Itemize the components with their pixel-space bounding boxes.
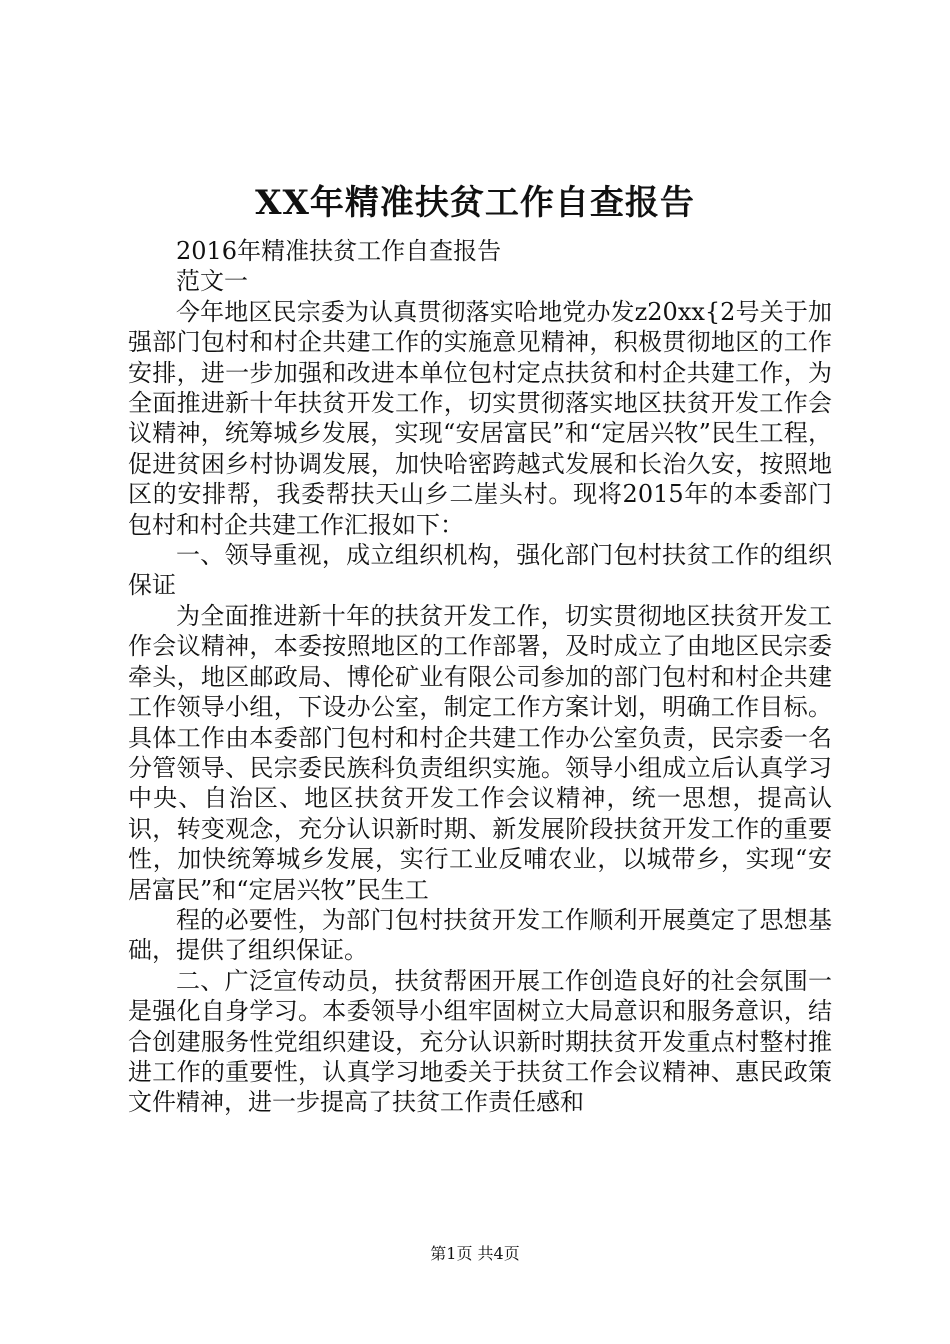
paragraph-section-one-heading: 一、领导重视，成立组织机构，强化部门包村扶贫工作的组织保证	[128, 541, 832, 600]
page-number-footer: 第1页 共4页	[430, 1244, 520, 1263]
paragraph-subtitle: 2016年精准扶贫工作自查报告	[176, 237, 502, 265]
document-body	[128, 236, 832, 1118]
paragraph-intro: 今年地区民宗委为认真贯彻落实哈地党办发z20xx{2号关于加强部门包村和村企共建工作的实施意见精神，积极贯彻地区的工作安排，进一步加强和改进本单位包村定点扶贫和村企共建工作，为全面推进新十年扶贫开发工作，切实贯彻落实地区扶贫开发工作会议精神，统筹城乡发展，实现“安居富民”和“定居兴牧”民生工程，促进贫困乡村协调发展，加快哈密跨越式发展和长治久安，按照地区的安排帮，我委帮扶天山乡二崖头村。现将2015年的本委部门包村和村企共建工作汇报如下：	[128, 297, 832, 539]
paragraph-section-one-body: 为全面推进新十年的扶贫开发工作，切实贯彻地区扶贫开发工作会议精神，本委按照地区的工作部署，及时成立了由地区民宗委牵头，地区邮政局、博伦矿业有限公司参加的部门包村和村企共建工作领导小组，下设办公室，制定工作方案计划，明确工作目标。具体工作由本委部门包村和村企共建工作办公室负责，民宗委一名分管领导、民宗委民族科负责组织实施。领导小组成立后认真学习中央、自治区、地区扶贫开发工作会议精神，统一思想，提高认识，转变观念，充分认识新时期、新发展阶段扶贫开发工作的重要性，加快统筹城乡发展，实行工业反哺农业，以城带乡，实现“安居富民”和“定居兴牧”民生工	[128, 601, 832, 904]
document-title: XX年精准扶贫工作自查报告	[255, 183, 695, 223]
paragraph-section-one-continued: 程的必要性，为部门包村扶贫开发工作顺利开展奠定了思想基础，提供了组织保证。	[128, 905, 832, 965]
paragraph-sample-label: 范文一	[176, 267, 248, 296]
paragraph-section-two: 二、广泛宣传动员，扶贫帮困开展工作创造良好的社会氛围一是强化自身学习。本委领导小组牢固树立大局意识和服务意识，结合创建服务性党组织建设，充分认识新时期扶贫开发重点村整村推进工作的重要性，认真学习地委关于扶贫工作会议精神、惠民政策文件精神，进一步提高了扶贫工作责任感和	[128, 966, 832, 1117]
